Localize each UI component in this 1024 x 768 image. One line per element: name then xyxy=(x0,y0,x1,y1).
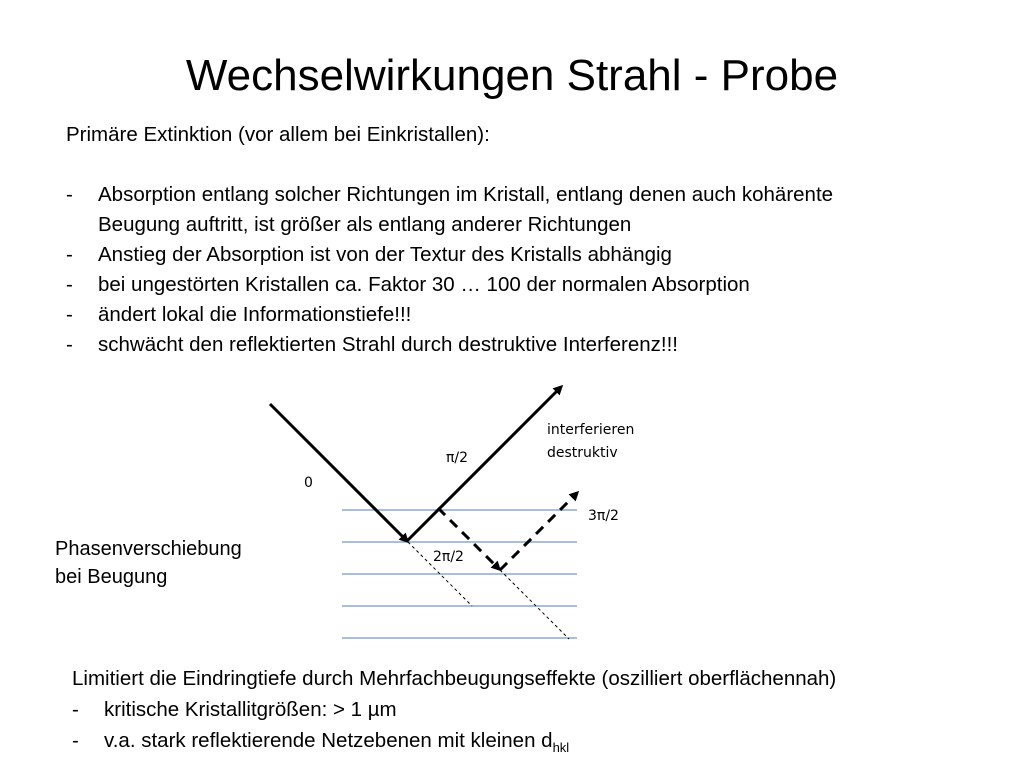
secondary-reflected-beam xyxy=(500,493,577,570)
bullet-dash: - xyxy=(72,698,79,721)
bullet-text-continued: Beugung auftritt, ist größer als entlang anderer Richtungen xyxy=(98,213,632,236)
bullet-text: bei ungestörten Kristallen ca. Faktor 30 … 100 der normalen Absorption xyxy=(98,273,750,296)
incident-beam xyxy=(270,404,407,541)
phase-caption-line1: Phasenverschiebung xyxy=(55,538,242,560)
bullet-dash: - xyxy=(66,183,73,206)
bullet-text: ändert lokal die Informationstiefe!!! xyxy=(98,303,412,326)
bullet-dash: - xyxy=(66,273,73,296)
interference-label-line2: destruktiv xyxy=(547,445,618,461)
reflected-beam xyxy=(407,387,561,541)
bullet-text: kritische Kristallitgrößen: > 1 µm xyxy=(104,698,397,721)
bullet-dash: - xyxy=(66,303,73,326)
bullet-dash: - xyxy=(66,333,73,356)
bullet-text: v.a. stark reflektierende Netzebenen mit kleinen d xyxy=(104,729,553,752)
intro-heading: Primäre Extinktion (vor allem bei Einkristallen): xyxy=(66,123,490,146)
penetration-depth-statement: Limitiert die Eindringtiefe durch Mehrfachbeugungseffekte (oszilliert oberflächennah) xyxy=(72,667,837,690)
bullet-text: schwächt den reflektierten Strahl durch destruktive Interferenz!!! xyxy=(98,333,678,356)
secondary-transmitted-beam xyxy=(500,570,569,639)
bottom-bullet-list xyxy=(72,694,569,756)
phase-label-zero: 0 xyxy=(304,475,313,491)
phase-label-pi-half: π/2 xyxy=(446,450,469,466)
bottom-bullet-item xyxy=(72,694,569,725)
slide-title: Wechselwirkungen Strahl - Probe xyxy=(185,51,839,100)
phase-label-two-pi-half: 2π/2 xyxy=(433,549,464,565)
bullet-text: Absorption entlang solcher Richtungen im Kristall, entlang denen auch kohärente xyxy=(98,183,834,206)
phase-shift-caption xyxy=(55,535,242,591)
phase-label-three-pi-half: 3π/2 xyxy=(588,508,619,524)
bottom-bullet-item xyxy=(72,725,569,756)
bullet-dash: - xyxy=(66,243,73,266)
hkl-subscript: hkl xyxy=(552,740,570,755)
phase-caption-line2: bei Beugung xyxy=(55,566,168,588)
bullet-dash: - xyxy=(72,729,79,752)
interference-label-line1: interferieren xyxy=(547,422,635,438)
bullet-text: Anstieg der Absorption ist von der Textur des Kristalls abhängig xyxy=(98,243,672,266)
